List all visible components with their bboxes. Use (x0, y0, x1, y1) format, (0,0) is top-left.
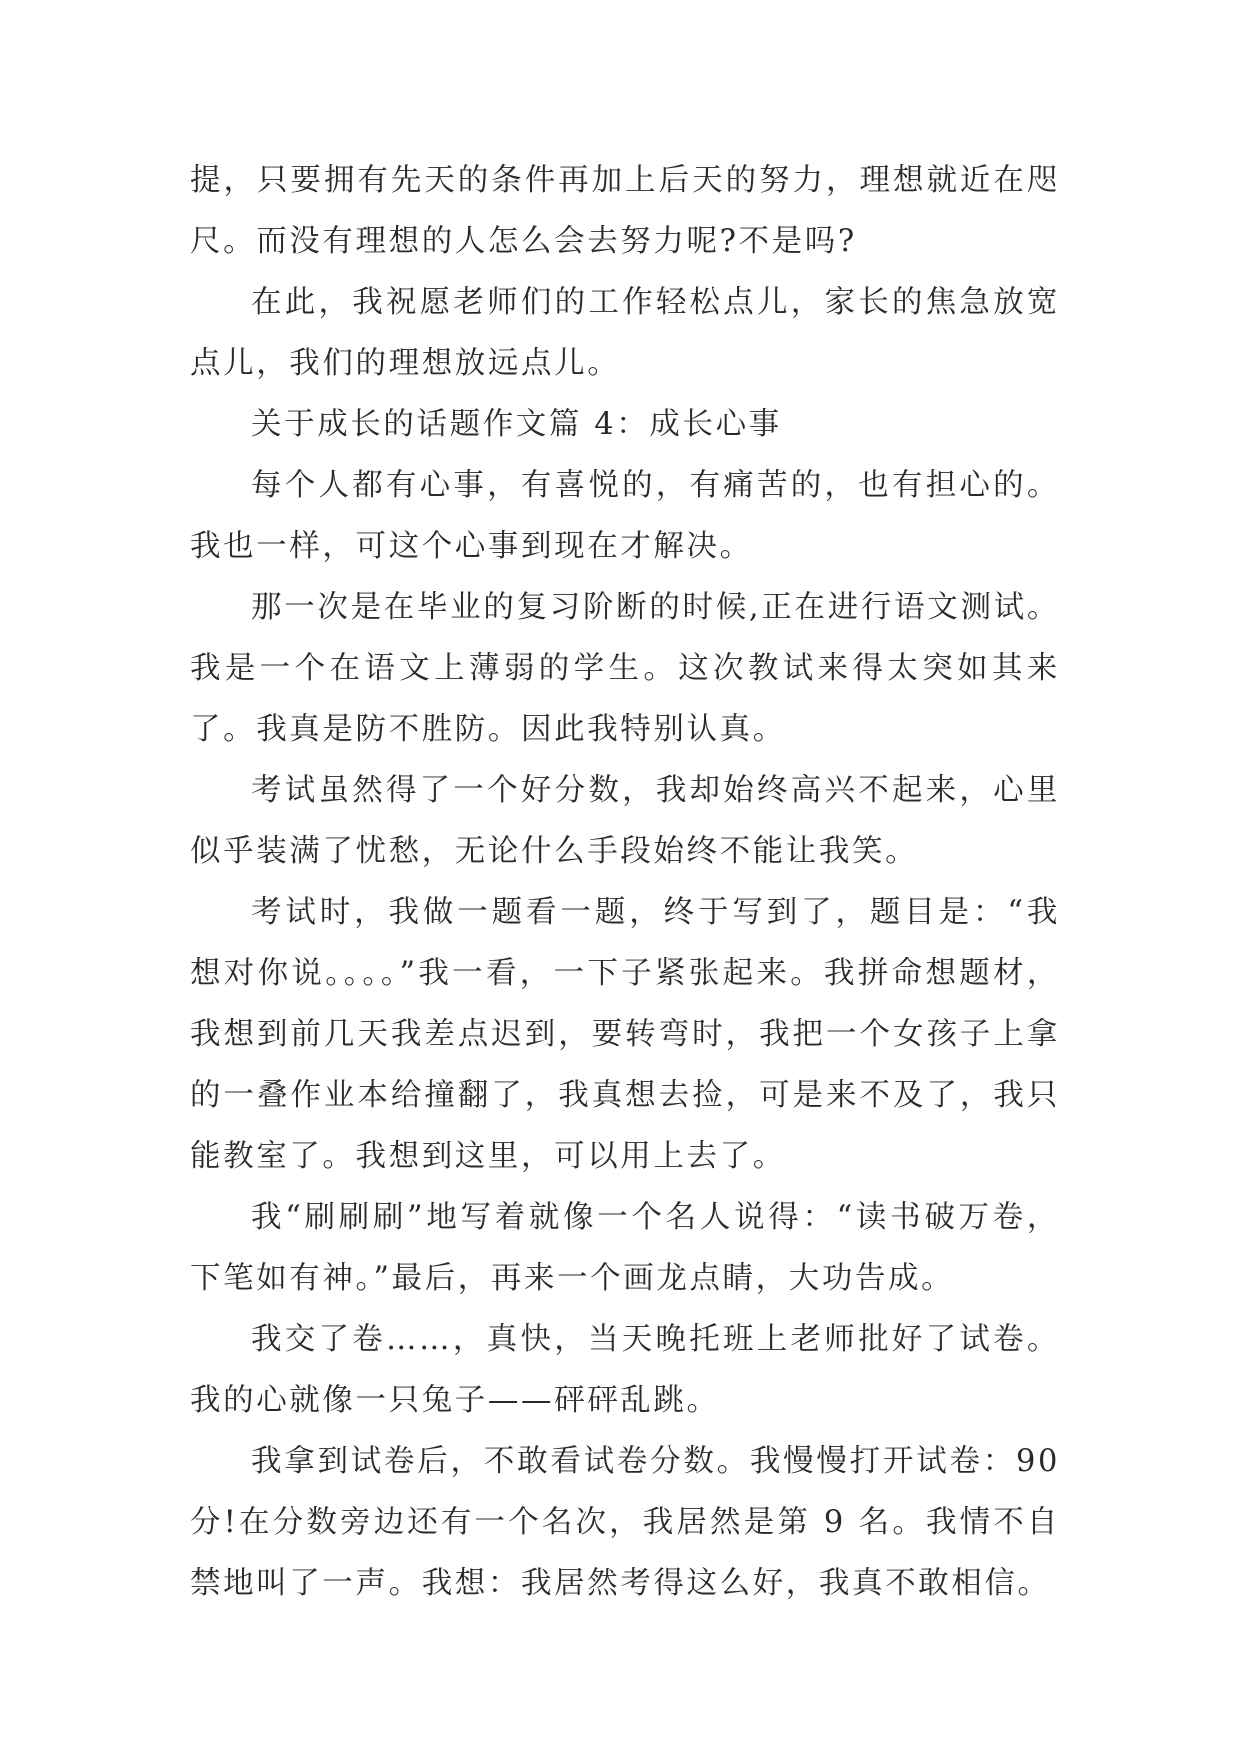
essay-title: 关于成长的话题作文篇 4：成长心事 (251, 407, 782, 442)
document-page (190, 150, 1060, 1614)
paragraph-writing-flow: 我“刷刷刷”地写着就像一个名人说得：“读书破万卷，下笔如有神。”最后，再来一个画龙点睛，大功告成。 (190, 1200, 1060, 1296)
paragraph-wishes: 在此，我祝愿老师们的工作轻松点儿，家长的焦急放宽点儿，我们的理想放远点儿。 (190, 285, 1060, 381)
paragraph-continuation: 提，只要拥有先天的条件再加上后天的努力，理想就近在咫尺。而没有理想的人怎么会去努力呢?不是吗? (190, 163, 1060, 259)
paragraph-submission: 我交了卷……，真快，当天晚托班上老师批好了试卷。我的心就像一只兔子——砰砰乱跳。 (190, 1322, 1060, 1418)
paragraph-writing-topic: 考试时，我做一题看一题，终于写到了，题目是：“我想对你说。。。。”我一看，一下子紧张起来。我拼命想题材，我想到前几天我差点迟到，要转弯时，我把一个女孩子上拿的一叠作业本给撞翻了，我真想去捡，可是来不及了，我只能教室了。我想到这里，可以用上去了。 (190, 895, 1060, 1174)
paragraph-worry: 考试虽然得了一个好分数，我却始终高兴不起来，心里似乎装满了忧愁，无论什么手段始终不能让我笑。 (190, 773, 1060, 869)
paragraph-result: 我拿到试卷后，不敢看试卷分数。我慢慢打开试卷：90分!在分数旁边还有一个名次，我居然是第 9 名。我情不自禁地叫了一声。我想：我居然考得这么好，我真不敢相信。 (190, 1444, 1060, 1601)
paragraph-exam-context: 那一次是在毕业的复习阶断的时候,正在进行语文测试。我是一个在语文上薄弱的学生。这次教试来得太突如其来了。我真是防不胜防。因此我特别认真。 (190, 590, 1060, 747)
paragraph-intro: 每个人都有心事，有喜悦的，有痛苦的，也有担心的。我也一样，可这个心事到现在才解决。 (190, 468, 1060, 564)
